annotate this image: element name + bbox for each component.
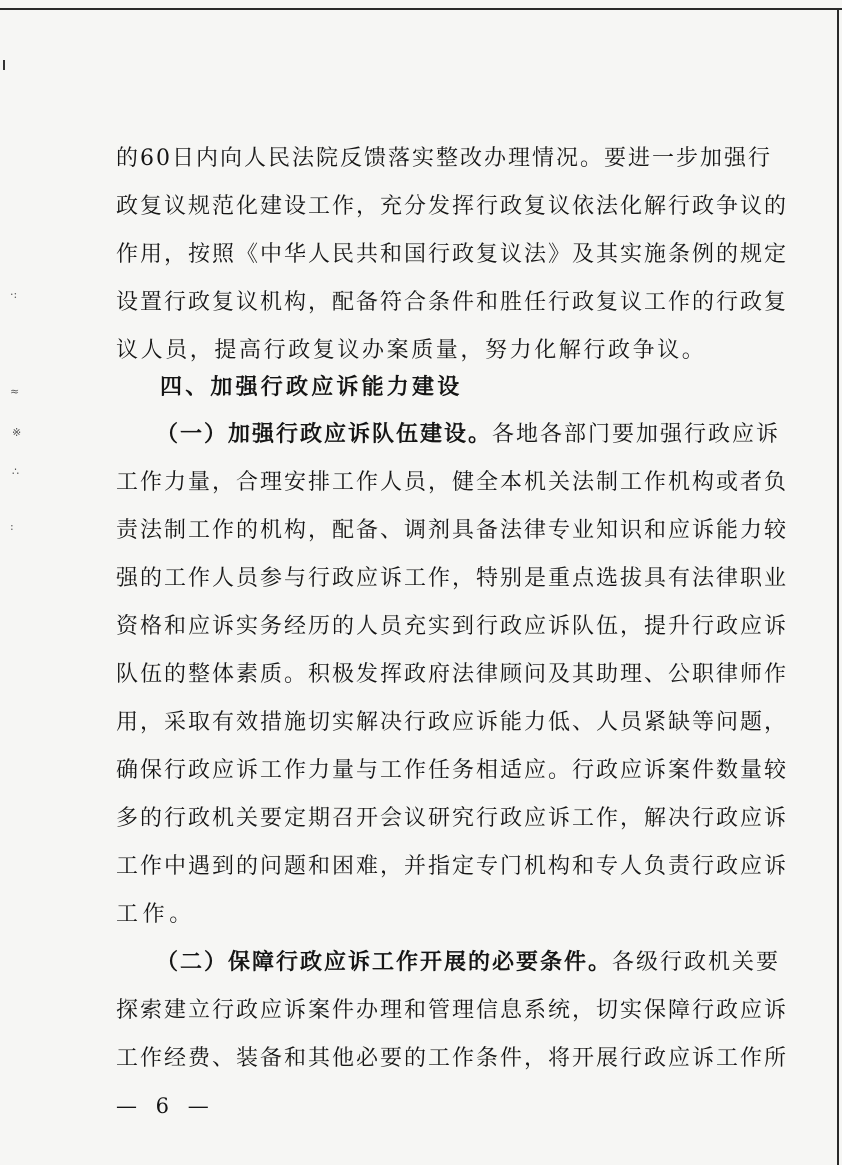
body-line: 工作。 bbox=[116, 902, 196, 927]
scan-speck: ∴ bbox=[12, 465, 19, 478]
body-line: 责法制工作的机构，配备、调剂具备法律专业知识和应诉能力较 bbox=[116, 518, 789, 543]
scan-speck: ≈ bbox=[10, 385, 20, 398]
scan-left-mark bbox=[3, 60, 5, 70]
body-line: 工作经费、装备和其他必要的工作条件，将开展行政应诉工作所 bbox=[116, 1046, 789, 1071]
sub-heading: （一）加强行政应诉队伍建设。 bbox=[156, 422, 493, 447]
body-text: 各地各部门要加强行政应诉 bbox=[492, 422, 781, 447]
scan-speck: ※ bbox=[12, 426, 22, 439]
body-text: 各级行政机关要 bbox=[612, 950, 781, 975]
body-line: 确保行政应诉工作力量与工作任务相适应。行政应诉案件数量较 bbox=[116, 758, 789, 783]
paragraph-first-line bbox=[156, 950, 781, 976]
body-line: 工作中遇到的问题和困难，并指定专门机构和专人负责行政应诉 bbox=[116, 854, 789, 879]
body-line: 议人员，提高行政复议办案质量，努力化解行政争议。 bbox=[116, 338, 707, 363]
scan-speck: ·: bbox=[10, 288, 18, 301]
body-line: 队伍的整体素质。积极发挥政府法律顾问及其助理、公职律师作 bbox=[116, 662, 789, 687]
body-line: 用，采取有效措施切实解决行政应诉能力低、人员紧缺等问题， bbox=[116, 710, 789, 735]
body-line: 探索建立行政应诉案件办理和管理信息系统，切实保障行政应诉 bbox=[116, 998, 789, 1023]
body-line: 作用，按照《中华人民共和国行政复议法》及其实施条例的规定 bbox=[116, 242, 789, 267]
body-line: 工作力量，合理安排工作人员，健全本机关法制工作机构或者负 bbox=[116, 470, 789, 495]
paragraph-first-line bbox=[156, 422, 781, 448]
body-line: 资格和应诉实务经历的人员充实到行政应诉队伍，提升行政应诉 bbox=[116, 614, 789, 639]
body-line: 政复议规范化建设工作，充分发挥行政复议依法化解行政争议的 bbox=[116, 194, 789, 219]
body-line: 设置行政复议机构，配备符合条件和胜任行政复议工作的行政复 bbox=[116, 290, 789, 315]
scan-top-border bbox=[0, 8, 842, 10]
scan-speck: : bbox=[10, 520, 14, 533]
section-heading: 四、加强行政应诉能力建设 bbox=[160, 375, 463, 400]
body-line: 多的行政机关要定期召开会议研究行政应诉工作，解决行政应诉 bbox=[116, 806, 789, 831]
body-line: 强的工作人员参与行政应诉工作，特别是重点选拔具有法律职业 bbox=[116, 566, 789, 591]
page-number: — 6 — bbox=[116, 1094, 215, 1118]
body-line: 的60日内向人民法院反馈落实整改办理情况。要进一步加强行 bbox=[116, 146, 772, 171]
scan-right-border bbox=[837, 8, 839, 1165]
sub-heading: （二）保障行政应诉工作开展的必要条件。 bbox=[156, 950, 613, 975]
